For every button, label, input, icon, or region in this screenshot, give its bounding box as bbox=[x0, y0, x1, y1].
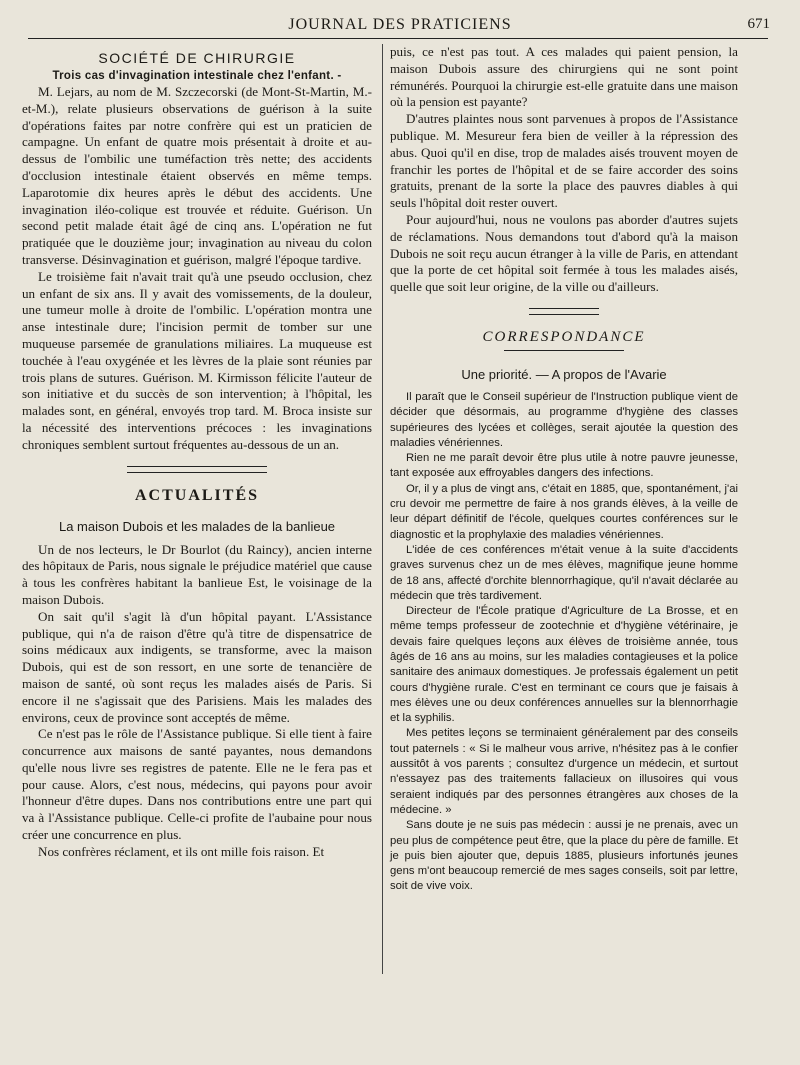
paragraph: Or, il y a plus de vingt ans, c'était en 1885, que, spontanément, j'ai cru devoir me permettre de faire à nos grands élèves, à la veille de leur départ définitif de l'école, quelques courtes conférences sur le diagnostic et la prophylaxie des maladies vénériennes. bbox=[390, 482, 738, 541]
article-title: Une priorité. — A propos de l'Avarie bbox=[461, 366, 667, 382]
paragraph: M. Lejars, au nom de M. Szczecorski (de Mont-St-Martin, M.-et-M.), relate plusieurs observations de guérison à la suite d'opérations faites par notre confrère qui est un praticien de campagne. Un enfant de quatre mois présentait à droite et au-dessus de l'ombilic une tuméfaction très nette; des accidents d'occlusion intestinale étaient observés en même temps. Laparotomie dix heures après le début des accidents. Une invagination iléo-colique est trouvée et réduite. Guérison. Un second petit malade était âgé de cinq ans. L'opération ne fut pratiquée que le douzième jour; invagination au niveau du colon transverse. Désinvagination et guérison, malgré l'époque tardive. bbox=[22, 84, 372, 267]
paragraph: Mes petites leçons se terminaient généralement par des conseils tout paternels : « Si le malheur vous arrive, n'hésitez pas à le confier aussitôt à vos parents ; consultez d'urgence un médecin, et surtout n'essayez pas des traitements fallacieux on illusoires qui vous seraient indiqués par des personnes étrangères aux choses de la médecine. » bbox=[390, 727, 738, 816]
right-column bbox=[390, 44, 738, 895]
paragraph: Le troisième fait n'avait trait qu'à une pseudo occlusion, chez un enfant de six ans. Il y avait des vomissements, de la douleur, une tumeur molle à droite de l'ombilic. L'opération montra une anse intestinale dure; l'incision permit de tomber sur une muqueuse parsemée de granulations miliaires. La muqueuse est touchée à l'eau oxygénée et les lèvres de la plaie sont réunies par trois plans de sutures. Guérison. M. Kirmisson félicite l'auteur de son initiative et du succès de son intervention; à l'hôpital, les malades sont, en général, envoyés trop tard. M. Broca insiste sur la nécessité des interventions précoces : les invaginations chroniques semblent surtout fréquentes au-dessous de un an. bbox=[22, 268, 372, 452]
correspondance-body bbox=[390, 390, 738, 895]
paragraph: Ce n'est pas le rôle de l'Assistance publique. Si elle tient à faire concurrence aux maisons de santé payantes, nous demandons qu'elle nous livre ses registres de patente. Elle ne le fera pas et pour cause. Alors, c'est nous, médecins, qui payons pour avoir l'honneur d'être dupes. Dans nos contributions entre une part qui va à l'Assistance publique. Celle-ci profite de l'aubaine pour nous créer une concurrence en plus. bbox=[22, 726, 372, 843]
actualites-heading: ACTUALITÉS bbox=[134, 486, 260, 504]
paragraph: Sans doute je ne suis pas médecin : aussi je ne prenais, avec un peu plus de compétence peut être, que la place du père de famille. Et je puis bien ajouter que, depuis 1885, plusieurs infortunés jeunes gens m'ont beaucoup remercié de mes sages conseils, soit par lettre, soit de vive voix. bbox=[390, 819, 738, 893]
societe-subtitle: Trois cas d'invagination intestinale chez l'enfant. - bbox=[52, 70, 342, 82]
paragraph: Rien ne me paraît devoir être plus utile à notre pauvre jeunesse, tant exposée aux effroyables dangers des infections. bbox=[390, 452, 738, 480]
societe-heading: SOCIÉTÉ DE CHIRURGIE bbox=[98, 50, 296, 66]
running-head bbox=[20, 14, 780, 36]
journal-title: JOURNAL DES PRATICIENS bbox=[288, 16, 512, 33]
paragraph: Il paraît que le Conseil supérieur de l'Instruction publique vient de décider que désormais, au programme d'hygiène des classes supérieures des lycées et collèges, serait ajoutée la question des maladies vénériennes. bbox=[390, 390, 738, 449]
article-title: La maison Dubois et les malades de la banlieue bbox=[58, 518, 336, 534]
section-ornament bbox=[22, 466, 372, 473]
page-number: 671 bbox=[747, 16, 770, 32]
heading-rule bbox=[504, 350, 624, 351]
paragraph: On sait qu'il s'agit là d'un hôpital payant. L'Assistance publique, qui n'a de raison d'être qu'à titre de dispensatrice de soins médicaux aux indigents, se transforme, avec la maison Dubois, qui est de son ressort, en une sorte de tenancière de maison de santé, où sont reçus les malades aisés de Paris. Si encore il ne s'agissait que des Parisiens. Mais les malades des environs, ceux de province sont acceptés de même. bbox=[22, 608, 372, 725]
column-divider bbox=[382, 44, 383, 974]
paragraph: Directeur de l'École pratique d'Agriculture de La Brosse, et en même temps professeur de zootechnie et d'hygiène vétérinaire, je devais faire quelques leçons aux élèves de troisième année, tous âgés de 16 ans au moins, sur les maladies contagieuses et la police sanitaire des animaux domestiques. Je professais également un petit cours d'hygiène rurale. C'est en terminant ce cours que je faisais à mes élèves une ou deux conférences annuelles sur la blennorrhagie et la syphilis. bbox=[390, 605, 738, 725]
paragraph: Pour aujourd'hui, nous ne voulons pas aborder d'autres sujets de réclamations. Nous demandons tout d'abord qu'à la maison Dubois ne soit reçu aucun étranger à la ville de Paris, en attendant que la porte de cet hôpital soit fermée à tous les malades aisés, quelle que soit leur origine, de la ville ou d'ailleurs. bbox=[390, 211, 738, 295]
paragraph: L'idée de ces conférences m'était venue à la suite d'accidents graves survenus chez un de mes élèves, magnifique jeune homme de 18 ans, affecté d'orchite blennorrhagique, qu'il n'avait déclarée au médecin que très tardivement. bbox=[390, 543, 738, 602]
section-ornament bbox=[390, 308, 738, 315]
paragraph: puis, ce n'est pas tout. A ces malades qui paient pension, la maison Dubois assure des chirurgiens qui ne sont point rémunérés. Pourquoi la chirurgie est-elle gratuite dans une maison où la pension est payante? bbox=[390, 44, 738, 110]
header-rule bbox=[28, 38, 768, 39]
paragraph: Un de nos lecteurs, le Dr Bourlot (du Raincy), ancien interne des hôpitaux de Paris, nous signale le préjudice matériel que cause à tous les confrères habitant la banlieue Est, le voisinage de la maison Dubois. bbox=[22, 541, 372, 607]
correspondance-heading: CORRESPONDANCE bbox=[482, 328, 646, 345]
left-column bbox=[22, 44, 372, 861]
paragraph: Nos confrères réclament, et ils ont mille fois raison. Et bbox=[38, 843, 325, 859]
paragraph: D'autres plaintes nous sont parvenues à propos de l'Assistance publique. M. Mesureur fera bien de veiller à la répression des abus. Quoi qu'il en dise, trop de malades aisés trouvent moyen de franchir les portes de l'hôpital et de se faire accorder des soins gratuits, prenant de la sorte la place des pauvres diables à qui seuls l'hôpital doit rester ouvert. bbox=[390, 111, 738, 211]
